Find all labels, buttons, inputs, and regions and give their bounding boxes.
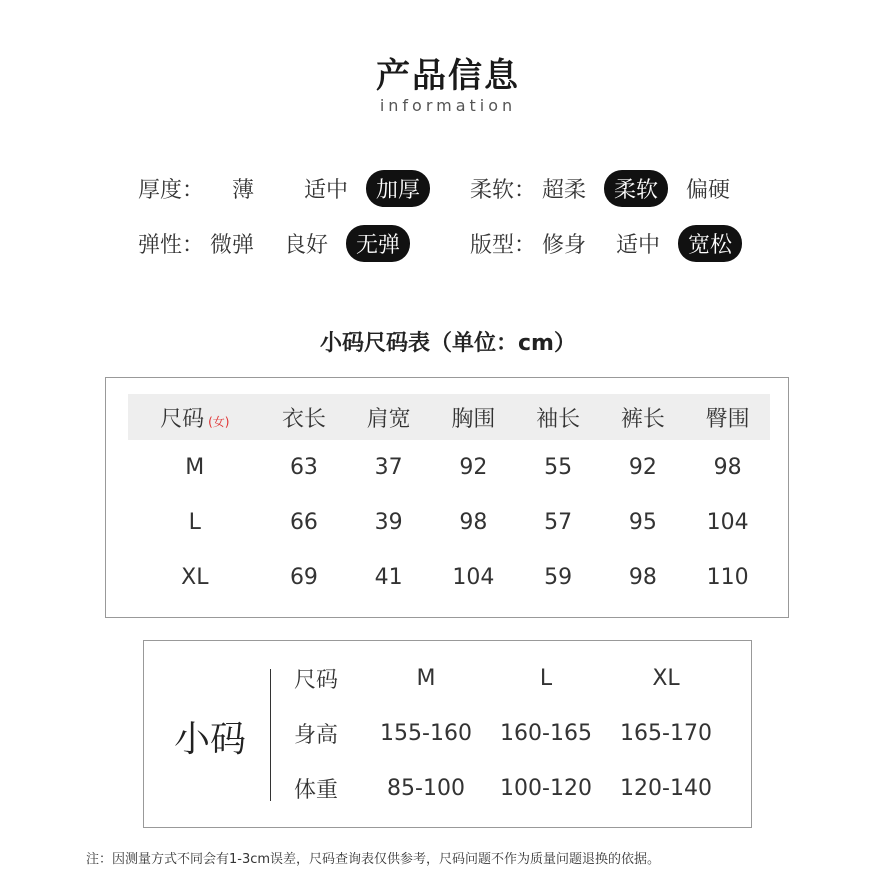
table-cell: 98 — [628, 565, 657, 590]
attr-option: 薄 — [232, 177, 255, 203]
size-chart-title: 小码尺码表（单位：cm） — [320, 331, 576, 356]
attr-label: 版型： — [470, 232, 537, 258]
table-cell: 95 — [628, 510, 657, 535]
size-chart — [105, 377, 789, 618]
attr-elasticity — [138, 223, 410, 263]
table-row — [128, 550, 770, 605]
table-cell: XL — [181, 565, 209, 590]
table-cell: 57 — [544, 510, 573, 535]
attr-label: 弹性： — [138, 232, 205, 258]
table-cell: M — [185, 455, 205, 480]
table-row — [128, 495, 770, 550]
table-cell: 160-165 — [500, 721, 592, 746]
page-subtitle: information — [379, 96, 517, 115]
table-cell: 92 — [459, 455, 488, 480]
table-cell: L — [539, 666, 553, 691]
table-cell: 92 — [628, 455, 657, 480]
table-cell: 59 — [544, 565, 573, 590]
size-table — [128, 394, 770, 605]
table-cell: 39 — [374, 510, 403, 535]
attr-option: 超柔 — [542, 177, 587, 203]
attr-option: 适中 — [616, 232, 661, 258]
attr-option-selected: 加厚 — [366, 170, 430, 207]
disclaimer-note: 注：因测量方式不同会有1-3cm误差，尺码查询表仅供参考，尺码问题不作为质量问题退换的依据。 — [86, 852, 661, 867]
table-cell: L — [188, 510, 201, 535]
table-header-row — [128, 394, 770, 440]
table-header: 臀围 — [705, 406, 750, 432]
attr-option: 修身 — [542, 232, 587, 258]
table-cell: 100-120 — [500, 776, 592, 801]
table-cell: 85-100 — [387, 776, 465, 801]
table-row — [294, 706, 726, 761]
table-header: 衣长 — [281, 406, 326, 432]
table-cell: 63 — [289, 455, 318, 480]
attr-option: 良好 — [284, 232, 329, 258]
size-hint: (女) — [208, 414, 230, 429]
attr-thickness — [138, 168, 430, 208]
divider — [270, 669, 271, 801]
attr-label: 柔软： — [470, 177, 537, 203]
table-cell: 110 — [706, 565, 749, 590]
table-cell: 104 — [452, 565, 495, 590]
table-header: 尺码 (女) — [160, 406, 230, 432]
table-row — [128, 440, 770, 495]
table-row — [294, 761, 726, 816]
attr-option-selected: 宽松 — [678, 225, 742, 262]
attr-fit — [470, 223, 742, 263]
table-header: 袖长 — [536, 406, 581, 432]
fit-chart-label: 小码 — [174, 719, 247, 760]
attr-softness — [470, 168, 740, 208]
row-label: 体重 — [294, 778, 339, 803]
table-cell: 41 — [374, 565, 403, 590]
table-cell: 55 — [544, 455, 573, 480]
row-label: 身高 — [294, 723, 339, 748]
attr-label: 厚度： — [138, 177, 205, 203]
table-cell: 37 — [374, 455, 403, 480]
table-cell: 165-170 — [620, 721, 712, 746]
table-header: 裤长 — [620, 406, 665, 432]
attr-option: 适中 — [304, 177, 349, 203]
table-cell: 120-140 — [620, 776, 712, 801]
fit-chart — [143, 640, 752, 828]
fit-table — [294, 651, 726, 816]
table-cell: 98 — [459, 510, 488, 535]
attr-option-selected: 无弹 — [346, 225, 410, 262]
page-title: 产品信息 — [376, 56, 520, 96]
table-header: 胸围 — [451, 406, 496, 432]
attr-option: 微弹 — [210, 232, 255, 258]
attr-option: 偏硬 — [686, 177, 731, 203]
attr-option-selected: 柔软 — [604, 170, 668, 207]
row-label: 尺码 — [294, 668, 339, 693]
table-cell: 104 — [706, 510, 749, 535]
table-row — [294, 651, 726, 706]
table-cell: 69 — [289, 565, 318, 590]
table-cell: 155-160 — [380, 721, 472, 746]
table-cell: 66 — [289, 510, 318, 535]
table-cell: XL — [652, 666, 680, 691]
table-header: 肩宽 — [366, 406, 411, 432]
table-cell: 98 — [713, 455, 742, 480]
table-cell: M — [416, 666, 436, 691]
